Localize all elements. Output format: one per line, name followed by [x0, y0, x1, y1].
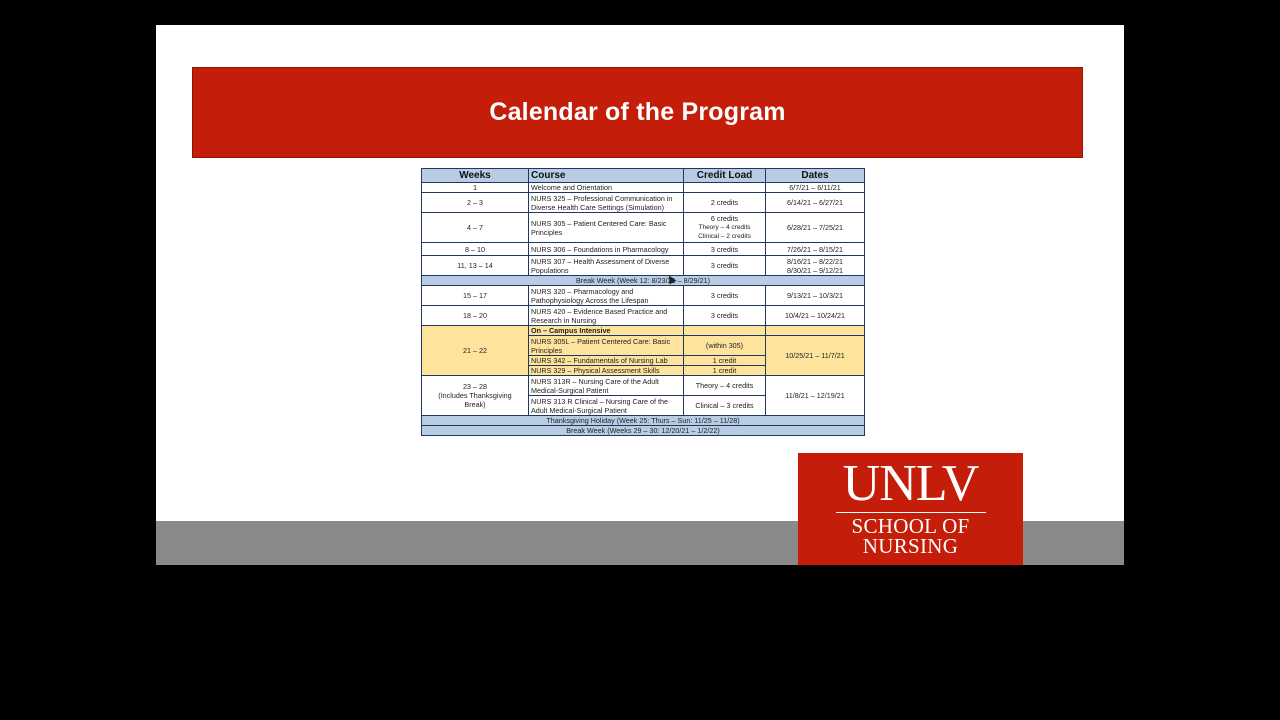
table-row	[422, 256, 865, 276]
title-banner	[192, 67, 1083, 158]
cell-dates: 6/28/21 – 7/25/21	[766, 213, 865, 243]
cell-credit: 3 credits	[684, 306, 766, 326]
slide-title: Calendar of the Program	[489, 98, 786, 126]
table-row	[422, 213, 865, 243]
weeks-line: Break)	[464, 400, 486, 409]
logo-divider	[836, 512, 986, 513]
cell-credit: (within 305)	[684, 336, 766, 356]
cell-course: NURS 313R – Nursing Care of the Adult Medical-Surgical Patient	[529, 376, 684, 396]
cell-course: NURS 313 R Clinical – Nursing Care of the Adult Medical-Surgical Patient	[529, 396, 684, 416]
cell-dates: 9/13/21 – 10/3/21	[766, 286, 865, 306]
cell-credit: 1 credit	[684, 366, 766, 376]
table-row	[422, 243, 865, 256]
cell-course: NURS 342 – Fundamentals of Nursing Lab	[529, 356, 684, 366]
cell-weeks: 2 – 3	[422, 193, 529, 213]
cell-dates: 6/14/21 – 6/27/21	[766, 193, 865, 213]
break-week-label: Break Week (Week 12: 8/23/21 – 8/29/21)	[422, 276, 865, 286]
credit-line: Theory – 4 credits	[698, 224, 751, 231]
cell-credit	[684, 213, 766, 243]
header-credit-load: Credit Load	[684, 169, 766, 183]
cell-course: NURS 420 – Evidence Based Practice and Research in Nursing	[529, 306, 684, 326]
logo-school-line: SCHOOL OF	[851, 514, 970, 538]
cell-course: NURS 306 – Foundations in Pharmacology	[529, 243, 684, 256]
cell-dates: 11/8/21 – 12/19/21	[766, 376, 865, 416]
cell-course: NURS 305 – Patient Centered Care: Basic Principles	[529, 213, 684, 243]
break-week-label: Break Week (Weeks 29 – 30: 12/20/21 – 1/2/22)	[422, 426, 865, 436]
cell-dates: 7/26/21 – 8/15/21	[766, 243, 865, 256]
header-course: Course	[529, 169, 684, 183]
cell-dates	[766, 326, 865, 336]
intensive-heading: On – Campus Intensive	[529, 326, 684, 336]
table-row	[422, 183, 865, 193]
break-row	[422, 276, 865, 286]
thanksgiving-label: Thanksgiving Holiday (Week 25: Thurs – Sun: 11/25 – 11/28)	[422, 416, 865, 426]
cell-weeks: 8 – 10	[422, 243, 529, 256]
cell-course: NURS 307 – Health Assessment of Diverse Populations	[529, 256, 684, 276]
break-row	[422, 426, 865, 436]
cell-credit: 1 credit	[684, 356, 766, 366]
credit-line: Clinical – 2 credits	[698, 233, 751, 240]
cell-credit	[684, 183, 766, 193]
table-row	[422, 326, 865, 336]
cell-weeks: 11, 13 – 14	[422, 256, 529, 276]
cell-credit: 3 credits	[684, 256, 766, 276]
cell-credit: Theory – 4 credits	[684, 376, 766, 396]
cell-weeks: 15 – 17	[422, 286, 529, 306]
cell-course: NURS 325 – Professional Communication in Diverse Health Care Settings (Simulation)	[529, 193, 684, 213]
table-header-row	[422, 169, 865, 183]
table-row	[422, 193, 865, 213]
table-row	[422, 306, 865, 326]
program-calendar-table	[421, 168, 865, 436]
cell-weeks	[422, 376, 529, 416]
cell-weeks: 21 – 22	[422, 326, 529, 376]
logo-nursing-line: NURSING	[862, 534, 959, 558]
date-line: 8/30/21 – 9/12/21	[787, 265, 843, 275]
header-weeks: Weeks	[422, 169, 529, 183]
logo-wordmark: UNLV	[842, 455, 979, 512]
weeks-line: 23 – 28	[463, 382, 487, 391]
cell-credit: 3 credits	[684, 243, 766, 256]
cell-dates: 10/25/21 – 11/7/21	[766, 336, 865, 376]
cell-credit: Clinical – 3 credits	[684, 396, 766, 416]
cell-course: NURS 305L – Patient Centered Care: Basic Principles	[529, 336, 684, 356]
cell-weeks: 18 – 20	[422, 306, 529, 326]
header-dates: Dates	[766, 169, 865, 183]
cell-dates	[766, 256, 865, 276]
slide	[156, 25, 1124, 565]
cell-weeks: 1	[422, 183, 529, 193]
cell-credit	[684, 326, 766, 336]
cell-weeks: 4 – 7	[422, 213, 529, 243]
break-row	[422, 416, 865, 426]
weeks-line: (Includes Thanksgiving	[438, 391, 512, 400]
cell-dates: 6/7/21 – 6/11/21	[766, 183, 865, 193]
cell-course: Welcome and Orientation	[529, 183, 684, 193]
cell-course: NURS 329 – Physical Assessment Skills	[529, 366, 684, 376]
cell-dates: 10/4/21 – 10/24/21	[766, 306, 865, 326]
cell-credit: 3 credits	[684, 286, 766, 306]
table-row	[422, 286, 865, 306]
table-row	[422, 376, 865, 396]
cell-course: NURS 320 – Pharmacology and Pathophysiology Across the Lifespan	[529, 286, 684, 306]
cell-credit: 2 credits	[684, 193, 766, 213]
credit-line: 6 credits	[710, 214, 739, 223]
unlv-logo	[798, 453, 1023, 565]
date-line: 8/16/21 – 8/22/21	[787, 256, 843, 266]
